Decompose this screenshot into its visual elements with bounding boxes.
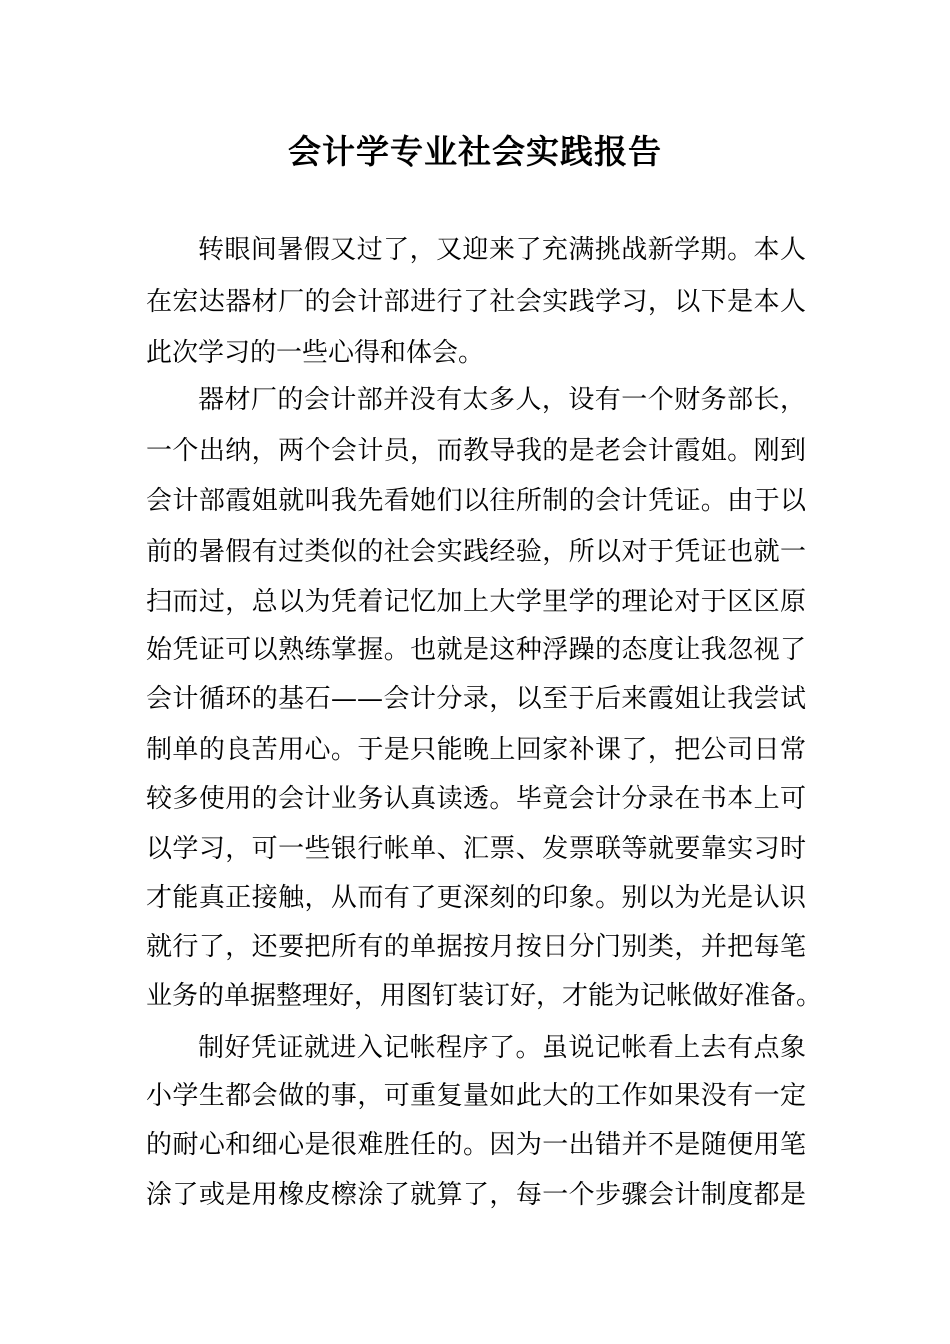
paragraph-line: 制好凭证就进入记帐程序了。虽说记帐看上去有点象 [198,1033,806,1063]
paragraph-line: 才能真正接触，从而有了更深刻的印象。别以为光是认识 [146,883,806,913]
paragraph-line: 始凭证可以熟练掌握。也就是这种浮躁的态度让我忽视了 [146,635,806,665]
paragraph-line: 会计部霞姐就叫我先看她们以往所制的会计凭证。由于以 [146,486,806,516]
paragraph-line: 较多使用的会计业务认真读透。毕竟会计分录在书本上可 [146,784,806,814]
paragraph-line: 涂了或是用橡皮檫涂了就算了，每一个步骤会计制度都是 [146,1180,806,1210]
paragraph-line: 的耐心和细心是很难胜任的。因为一出错并不是随便用笔 [146,1130,806,1160]
paragraph-line: 就行了，还要把所有的单据按月按日分门别类，并把每笔 [146,932,806,962]
paragraph-line: 器材厂的会计部并没有太多人，设有一个财务部长， [198,385,806,415]
paragraph-line: 一个出纳，两个会计员，而教导我的是老会计霞姐。刚到 [146,436,806,466]
document-title: 会计学专业社会实践报告 [288,132,662,171]
paragraph-line: 前的暑假有过类似的社会实践经验，所以对于凭证也就一 [146,537,806,567]
paragraph-line: 小学生都会做的事，可重复量如此大的工作如果没有一定 [146,1081,806,1111]
paragraph-line: 此次学习的一些心得和体会。 [146,338,485,368]
paragraph-line: 在宏达器材厂的会计部进行了社会实践学习，以下是本人 [146,287,806,317]
paragraph-line: 以学习，可一些银行帐单、汇票、发票联等就要靠实习时 [146,834,806,864]
paragraph-line: 扫而过，总以为凭着记忆加上大学里学的理论对于区区原 [146,587,806,617]
paragraph-line: 业务的单据整理好，用图钉装订好，才能为记帐做好准备。 [146,981,823,1011]
paragraph-line: 转眼间暑假又过了，又迎来了充满挑战新学期。本人 [198,235,806,265]
paragraph-line: 制单的良苦用心。于是只能晚上回家补课了，把公司日常 [146,735,806,765]
paragraph-line: 会计循环的基石——会计分录，以至于后来霞姐让我尝试 [146,684,806,714]
